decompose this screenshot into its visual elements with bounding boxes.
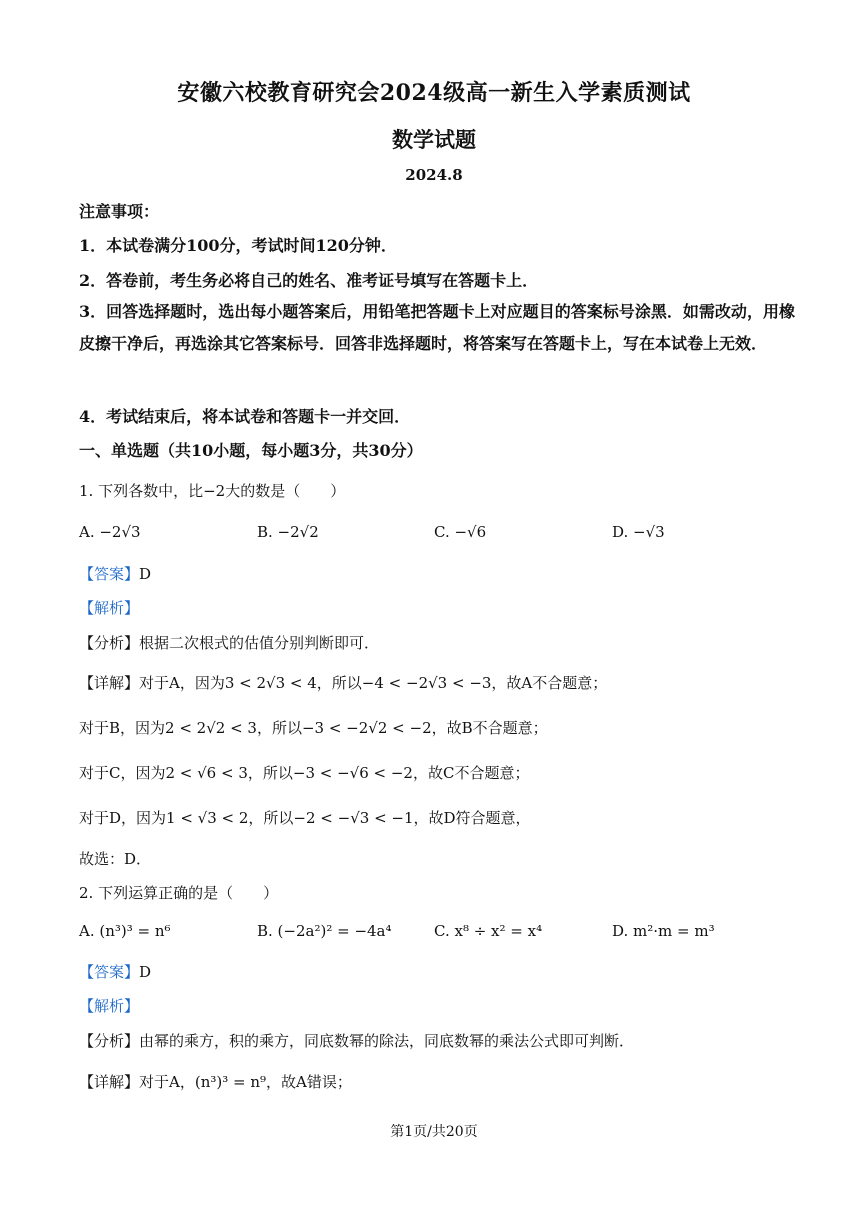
q2-analysis-tag: 【解析】 — [79, 997, 140, 1015]
exam-title: 安徽六校教育研究会2024级高一新生入学素质测试 — [177, 80, 691, 106]
detail-tag: 【详解】 — [79, 674, 140, 692]
section-heading: 一、单选题（共10小题，每小题3分，共30分） — [79, 441, 423, 460]
fenxi-tag: 【分析】 — [79, 1032, 140, 1050]
q2-fenxi — [79, 1030, 634, 1051]
q1-analysis-tag: 【解析】 — [79, 599, 140, 617]
detail-tag: 【详解】 — [79, 1073, 140, 1091]
q2-option-c: C. x⁸ ÷ x² = x⁴ — [434, 922, 543, 940]
q1-option-d: D. −√3 — [612, 523, 665, 541]
q1-detail-line-1 — [79, 672, 607, 693]
q1-option-b: B. −2√2 — [257, 523, 319, 541]
answer-tag: 【答案】 — [79, 963, 140, 981]
q1-option-a: A. −2√3 — [79, 523, 141, 541]
q2-detail-line-1 — [79, 1071, 352, 1092]
answer-value: D — [139, 565, 152, 583]
q1-detail-line-2: 对于B，因为2 < 2√2 < 3，所以−3 < −2√2 < −2，故B不合题意； — [79, 719, 548, 737]
fenxi-text: 根据二次根式的估值分别判断即可． — [139, 634, 380, 652]
q2-answer — [79, 961, 151, 982]
page-number: 第1页/共20页 — [390, 1124, 478, 1140]
q1-fenxi — [79, 632, 379, 653]
detail-text: 对于A，因为3 < 2√3 < 4，所以−4 < −2√3 < −3，故A不合题意； — [139, 674, 608, 692]
q2-stem: 2. 下列运算正确的是（ ） — [79, 884, 279, 902]
notice-heading: 注意事项： — [79, 202, 160, 221]
notice-item-3: 3．回答选择题时，选出每小题答案后，用铅笔把答题卡上对应题目的答案标号涂黑．如需改动，用橡皮擦干净后，再选涂其它答案标号．回答非选择题时，将答案写在答题卡上，写在本试卷上无效． — [79, 302, 795, 353]
exam-subtitle: 数学试题 — [392, 127, 476, 152]
q1-detail-line-4: 对于D，因为1 < √3 < 2，所以−2 < −√3 < −1，故D符合题意， — [79, 809, 531, 827]
q2-option-b: B. (−2a²)² = −4a⁴ — [257, 922, 392, 940]
fenxi-text: 由幂的乘方，积的乘方，同底数幂的除法，同底数幂的乘法公式即可判断． — [139, 1032, 635, 1050]
answer-value: D — [139, 963, 152, 981]
q2-option-a: A. (n³)³ = n⁶ — [79, 922, 171, 940]
q1-option-c: C. −√6 — [434, 523, 487, 541]
notice-item-2: 2．答卷前，考生务必将自己的姓名、准考证号填写在答题卡上． — [79, 271, 539, 290]
answer-tag: 【答案】 — [79, 565, 140, 583]
q1-detail-line-3: 对于C，因为2 < √6 < 3，所以−3 < −√6 < −2，故C不合题意； — [79, 764, 530, 782]
q1-answer — [79, 563, 151, 584]
fenxi-tag: 【分析】 — [79, 634, 140, 652]
q2-option-d: D. m²·m = m³ — [612, 922, 715, 940]
notice-item-1: 1．本试卷满分100分，考试时间120分钟． — [79, 236, 397, 255]
exam-date: 2024.8 — [405, 166, 463, 184]
q1-stem: 1. 下列各数中，比−2大的数是（ ） — [79, 482, 346, 500]
detail-text: 对于A，(n³)³ = n⁹，故A错误； — [139, 1073, 352, 1091]
q1-conclusion: 故选：D． — [79, 850, 152, 868]
notice-item-4: 4．考试结束后，将本试卷和答题卡一并交回． — [79, 407, 411, 426]
